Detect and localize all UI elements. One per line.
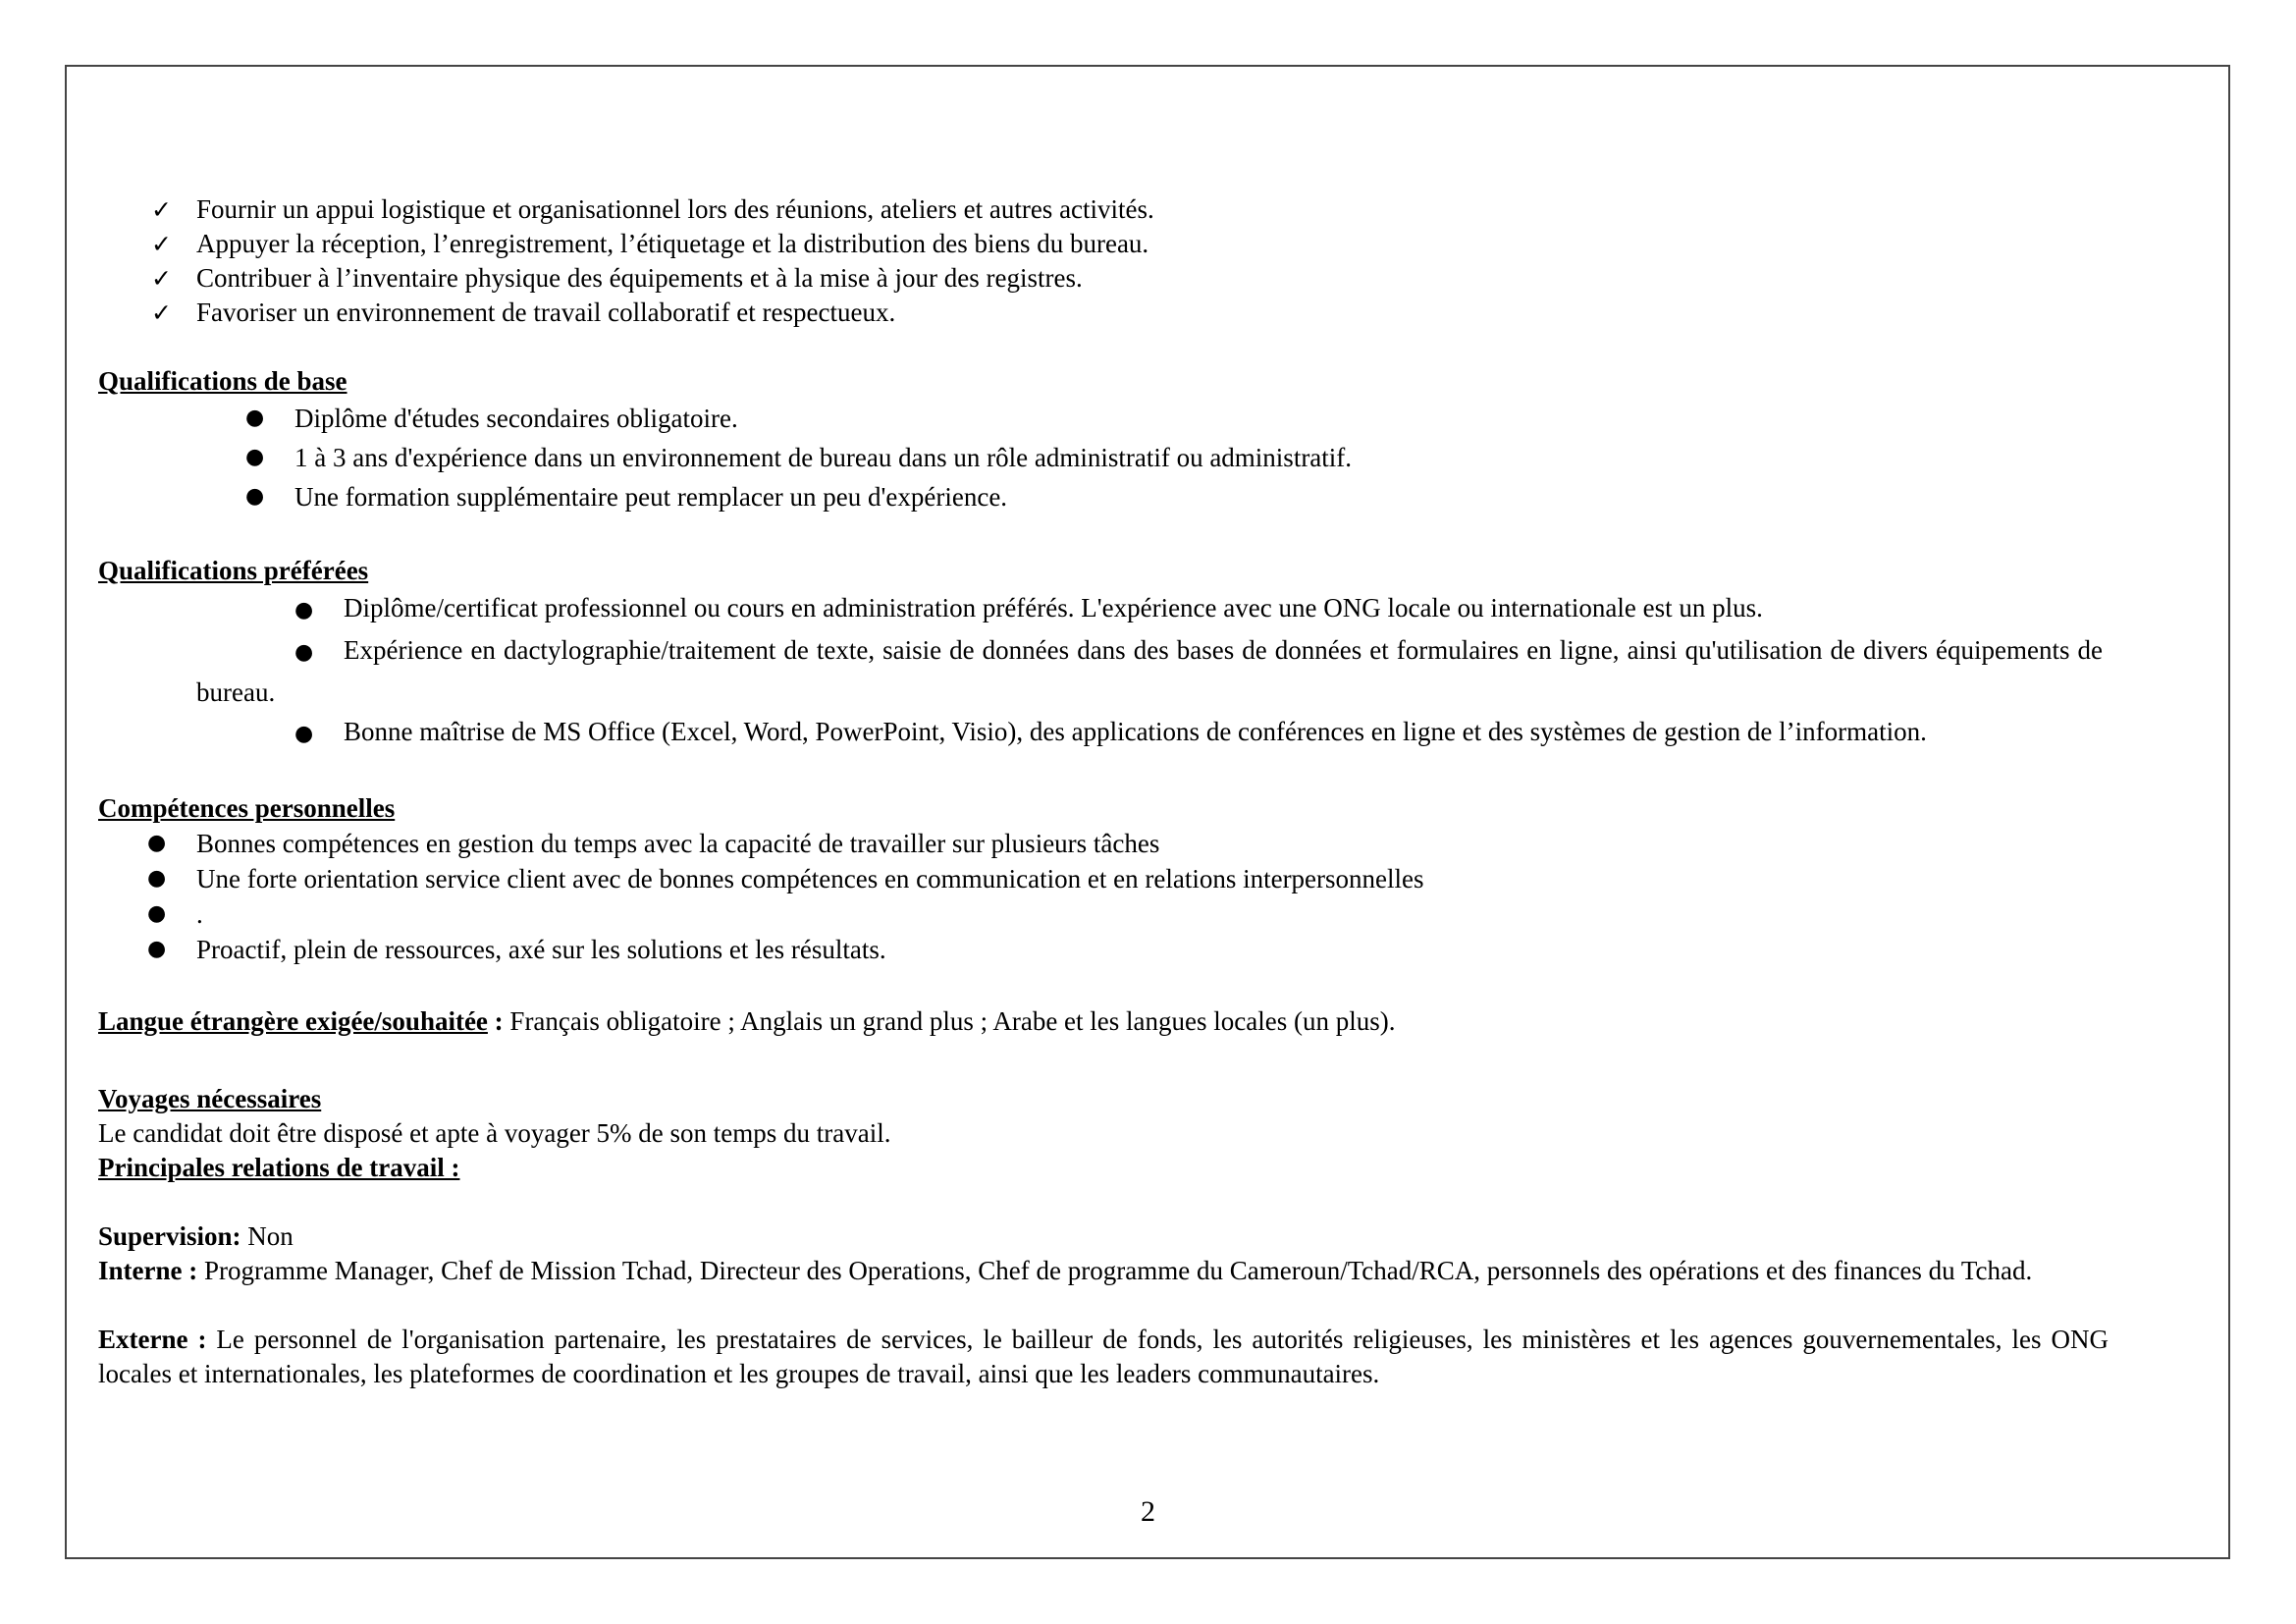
page-number: 2 xyxy=(1141,1495,1155,1528)
languages-text: Français obligatoire ; Anglais un grand plus ; Arabe et les langues locales (un plus). xyxy=(509,1006,1396,1036)
bullet-icon: ● xyxy=(294,640,314,665)
bullet-icon: ● xyxy=(147,831,167,855)
supervision-line xyxy=(98,1219,2109,1254)
bullet-icon: ● xyxy=(245,484,265,509)
internal-label: Interne : xyxy=(98,1256,198,1285)
languages-label: Langue étrangère exigée/souhaitée xyxy=(98,1006,488,1036)
internal-text: Programme Manager, Chef de Mission Tchad, Directeur des Operations, Chef de programme du Cameroun/Tchad/RCA, personnels des opérations et des finances du Tchad. xyxy=(197,1256,2033,1285)
preferred-qualifications-title: Qualifications préférées xyxy=(98,556,369,585)
list-item: ● Bonnes compétences en gestion du temps avec la capacité de travailler sur plusieurs tâches xyxy=(98,826,2109,861)
list-item: ● 1 à 3 ans d'expérience dans un environnement de bureau dans un rôle administratif ou administratif. xyxy=(98,438,2109,477)
list-item: ● Expérience en dactylographie/traitement de texte, saisie de données dans des bases de données et formulaires en ligne, ainsi qu'utilisation de divers équipements de bureau. xyxy=(196,635,2103,707)
responsibilities-list xyxy=(98,192,2109,330)
list-item: ● Diplôme/certificat professionnel ou cours en administration préférés. L'expérience avec une ONG locale ou internationale est un plus. xyxy=(98,588,2109,630)
basic-qualifications-list xyxy=(98,399,2109,516)
checkmark-icon: ✓ xyxy=(151,264,172,293)
bullet-icon: ● xyxy=(294,598,314,623)
personal-skills-list xyxy=(98,826,2109,967)
internal-line xyxy=(98,1254,2109,1288)
external-line xyxy=(98,1323,2109,1391)
travel-text: Le candidat doit être disposé et apte à voyager 5% de son temps du travail. xyxy=(98,1118,891,1148)
languages-line xyxy=(98,1004,2109,1039)
bullet-icon: ● xyxy=(147,937,167,961)
list-item: ● Une forte orientation service client avec de bonnes compétences en communication et en relations interpersonnelles xyxy=(98,861,2109,896)
list-item: ● Proactif, plein de ressources, axé sur les solutions et les résultats. xyxy=(98,932,2109,967)
list-item: ✓ Contribuer à l’inventaire physique des équipements et à la mise à jour des registres. xyxy=(98,261,2109,296)
travel-title: Voyages nécessaires xyxy=(98,1084,322,1113)
list-item: ● Bonne maîtrise de MS Office (Excel, Word, PowerPoint, Visio), des applications de conférences en ligne et des systèmes de gestion de l’information. xyxy=(98,712,2109,754)
basic-qualifications-title: Qualifications de base xyxy=(98,366,347,396)
personal-skills-title: Compétences personnelles xyxy=(98,793,396,823)
checkmark-icon: ✓ xyxy=(151,298,172,327)
checkmark-icon: ✓ xyxy=(151,230,172,258)
bullet-icon: ● xyxy=(245,445,265,469)
relations-title: Principales relations de travail : xyxy=(98,1153,460,1182)
checkmark-icon: ✓ xyxy=(151,195,172,224)
supervision-text: Non xyxy=(240,1221,294,1251)
external-text: Le personnel de l'organisation partenaire, les prestataires de services, le bailleur de fonds, les autorités religieuses, les ministères et les agences gouvernementales, les ONG locales et internationales, les plateformes de coordination et les groupes de travail, ainsi que les leaders communautaires. xyxy=(98,1325,2109,1388)
bullet-icon: ● xyxy=(294,722,314,746)
languages-separator: : xyxy=(487,1006,510,1036)
list-item: ✓ Appuyer la réception, l’enregistrement, l’étiquetage et la distribution des biens du bureau. xyxy=(98,227,2109,261)
preferred-qualifications-list xyxy=(98,588,2109,754)
list-item: ✓ Favoriser un environnement de travail collaboratif et respectueux. xyxy=(98,296,2109,330)
list-item: ● Diplôme d'études secondaires obligatoire. xyxy=(98,399,2109,438)
supervision-label: Supervision: xyxy=(98,1221,241,1251)
list-item: ● . xyxy=(98,896,2109,932)
external-label: Externe : xyxy=(98,1325,207,1354)
list-item: ✓ Fournir un appui logistique et organisationnel lors des réunions, ateliers et autres activités. xyxy=(98,192,2109,227)
document-body xyxy=(98,192,2109,1391)
list-item: ● Une formation supplémentaire peut remplacer un peu d'expérience. xyxy=(98,477,2109,516)
bullet-icon: ● xyxy=(245,406,265,430)
bullet-icon: ● xyxy=(147,901,167,926)
bullet-icon: ● xyxy=(147,866,167,891)
